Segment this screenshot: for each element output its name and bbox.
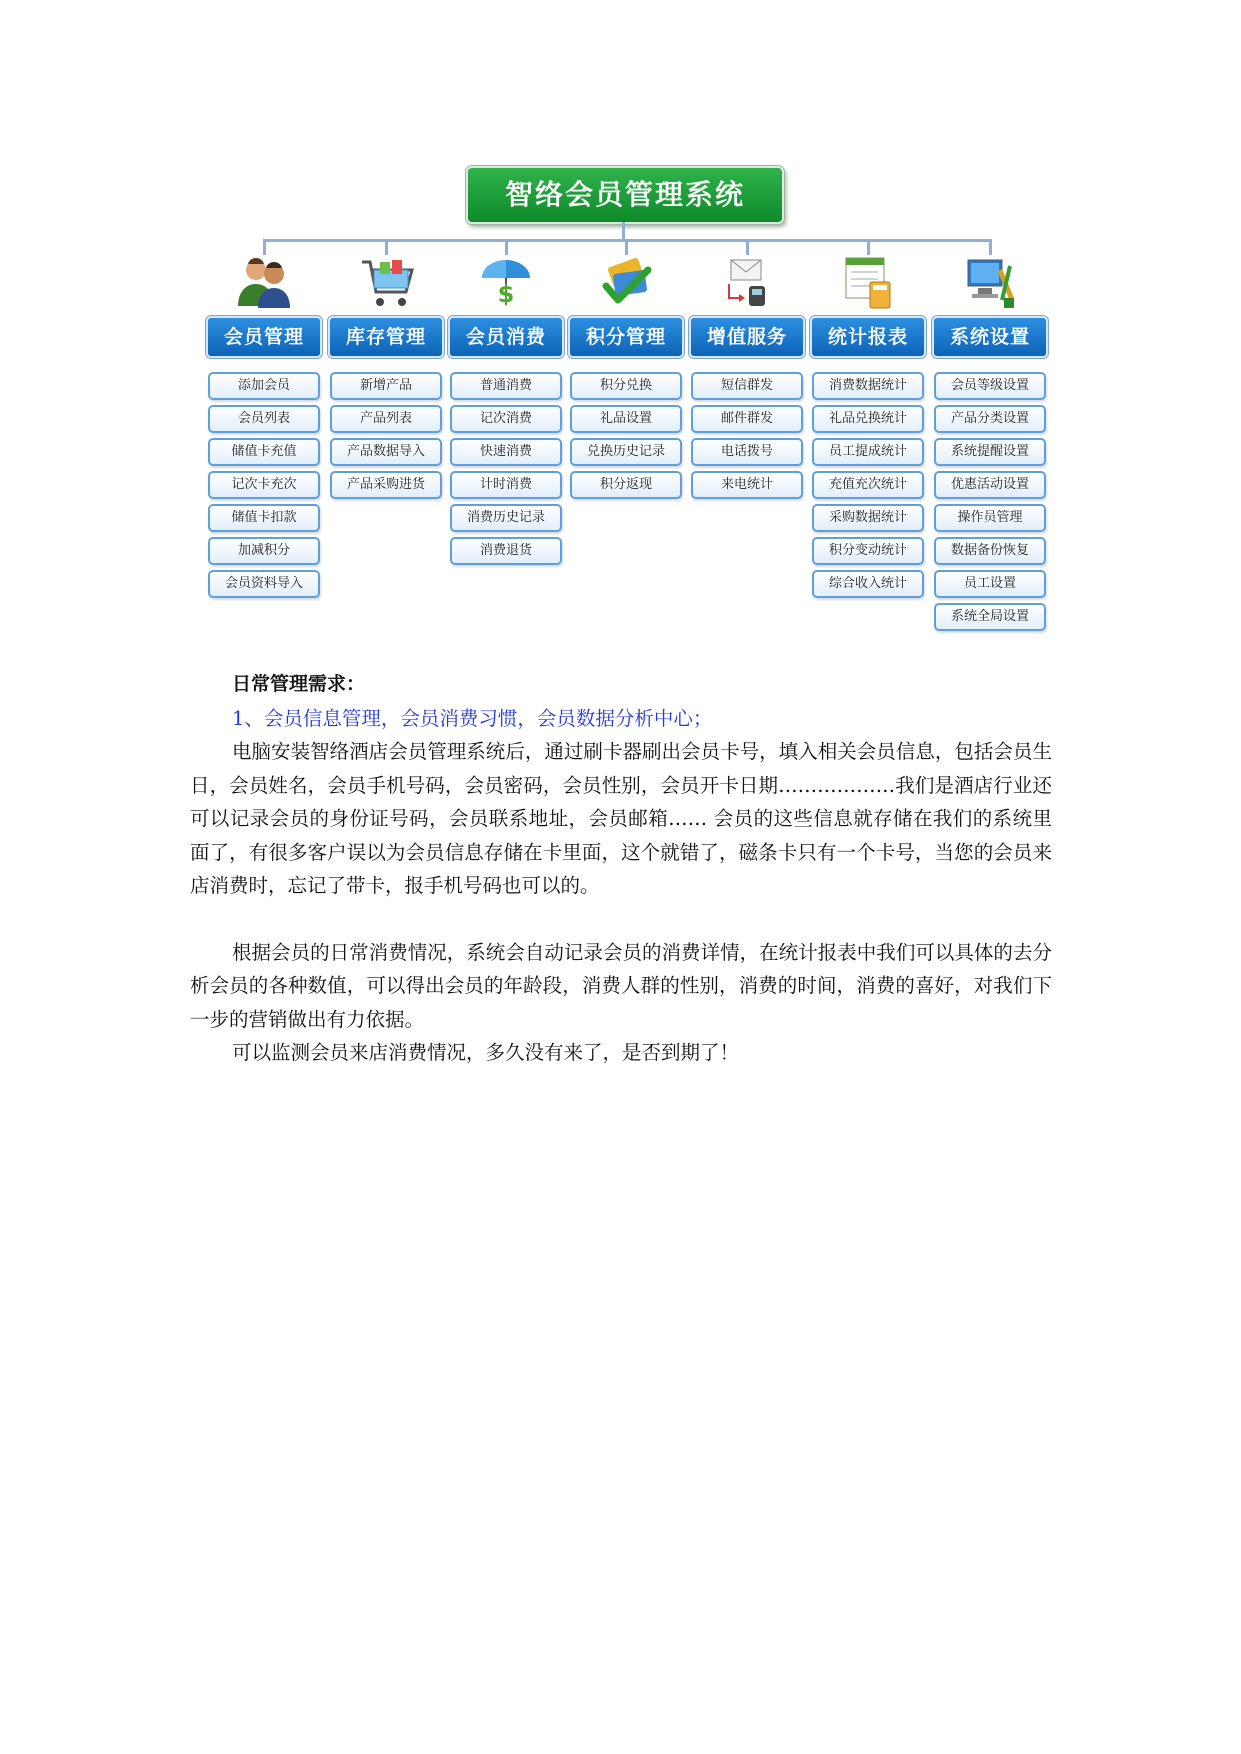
- module-item: 储值卡扣款: [208, 504, 320, 532]
- section-subheading: 1、会员信息管理，会员消费习惯，会员数据分析中心；: [232, 706, 713, 730]
- people-icon: [234, 252, 294, 312]
- module-item: 采购数据统计: [812, 504, 924, 532]
- diagram-title: 智络会员管理系统: [466, 166, 784, 224]
- module-item: 会员资料导入: [208, 570, 320, 598]
- paragraph-monitoring: 可以监测会员来店消费情况，多久没有来了，是否到期了！: [232, 1041, 740, 1064]
- module-item: 普通消费: [450, 372, 562, 400]
- module-item: 会员等级设置: [934, 372, 1046, 400]
- module-item: 数据备份恢复: [934, 537, 1046, 565]
- module-item: 记次卡充次: [208, 471, 320, 499]
- module-item: 会员列表: [208, 405, 320, 433]
- diagram-trunk-line: [622, 222, 625, 239]
- category-2-label: 库存管理: [328, 316, 444, 358]
- module-item: 储值卡充值: [208, 438, 320, 466]
- paragraph-spacer: [190, 903, 1052, 936]
- category-1-label: 会员管理: [206, 316, 322, 358]
- module-item: 来电统计: [691, 471, 803, 499]
- module-item: 兑换历史记录: [570, 438, 682, 466]
- module-item: 记次消费: [450, 405, 562, 433]
- module-item: 计时消费: [450, 471, 562, 499]
- category-4-label: 积分管理: [568, 316, 684, 358]
- module-item: 产品分类设置: [934, 405, 1046, 433]
- module-item: 新增产品: [330, 372, 442, 400]
- module-item: 产品列表: [330, 405, 442, 433]
- svg-text:$: $: [497, 280, 515, 308]
- document-body: [190, 668, 1052, 1070]
- module-item: 积分兑换: [570, 372, 682, 400]
- module-item: 快速消费: [450, 438, 562, 466]
- module-item: 消费历史记录: [450, 504, 562, 532]
- category-7-label: 系统设置: [932, 316, 1048, 358]
- module-item: 积分变动统计: [812, 537, 924, 565]
- module-item: 邮件群发: [691, 405, 803, 433]
- module-item: 消费数据统计: [812, 372, 924, 400]
- module-item: 积分返现: [570, 471, 682, 499]
- module-item: 系统提醒设置: [934, 438, 1046, 466]
- module-item: 优惠活动设置: [934, 471, 1046, 499]
- module-item: 电话拨号: [691, 438, 803, 466]
- module-item: 产品采购进货: [330, 471, 442, 499]
- module-item: 员工提成统计: [812, 438, 924, 466]
- module-item: 综合收入统计: [812, 570, 924, 598]
- category-3-label: 会员消费: [448, 316, 564, 358]
- card-check-icon: [596, 252, 656, 312]
- category-6-label: 统计报表: [810, 316, 926, 358]
- money-umbrella-icon: [476, 252, 536, 312]
- module-item: 充值充次统计: [812, 471, 924, 499]
- module-item: 员工设置: [934, 570, 1046, 598]
- report-calculator-icon: [838, 252, 898, 312]
- shopping-cart-icon: [356, 252, 416, 312]
- module-item: 加减积分: [208, 537, 320, 565]
- module-item: 添加会员: [208, 372, 320, 400]
- paragraph-member-info: 电脑安装智络酒店会员管理系统后，通过刷卡器刷出会员卡号，填入相关会员信息，包括会员生日，会员姓名，会员手机号码，会员密码，会员性别，会员开卡日期………………我们是酒店行业还可以记录会员的身份证号码，会员联系地址，会员邮箱…… 会员的这些信息就存储在我们的系统里面了，有很多客户误以为会员信息存储在卡里面，这个就错了，磁条卡只有一个卡号，当您的会员来店消费时，忘记了带卡，报手机号码也可以的。: [190, 740, 1052, 897]
- module-item: 产品数据导入: [330, 438, 442, 466]
- module-item: 短信群发: [691, 372, 803, 400]
- module-item: 操作员管理: [934, 504, 1046, 532]
- module-item: 礼品兑换统计: [812, 405, 924, 433]
- module-item: 系统全局设置: [934, 603, 1046, 631]
- category-5-label: 增值服务: [689, 316, 805, 358]
- module-item: 消费退货: [450, 537, 562, 565]
- computer-tools-icon: [960, 252, 1020, 312]
- paragraph-consumption-analysis: 根据会员的日常消费情况，系统会自动记录会员的消费详情，在统计报表中我们可以具体的去分析会员的各种数值，可以得出会员的年龄段，消费人群的性别，消费的时间，消费的喜好，对我们下一步的营销做出有力依据。: [190, 940, 1052, 1031]
- system-module-diagram: [0, 0, 1241, 640]
- module-item: 礼品设置: [570, 405, 682, 433]
- mail-phone-icon: [717, 252, 777, 312]
- section-heading: 日常管理需求：: [232, 673, 366, 695]
